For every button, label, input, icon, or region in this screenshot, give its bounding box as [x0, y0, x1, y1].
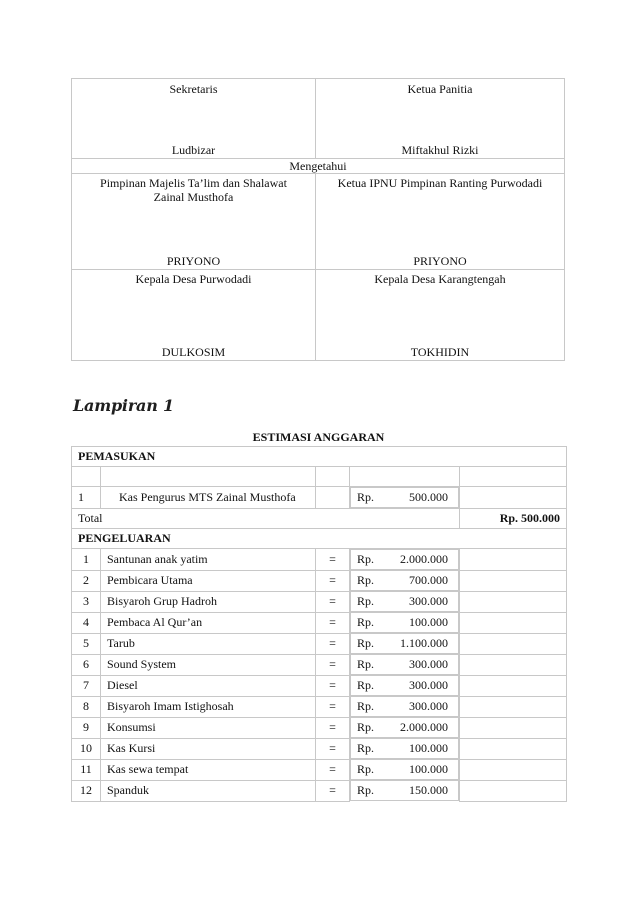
empty-cell: [460, 591, 567, 612]
amount-value: 2.000.000: [400, 720, 448, 734]
item-number: 3: [72, 591, 101, 612]
empty-cell: [460, 717, 567, 738]
currency-label: Rp.: [357, 762, 375, 776]
item-amount: [350, 612, 459, 633]
currency-label: Rp.: [357, 594, 375, 608]
empty-cell: [460, 549, 567, 571]
item-name: Bisyaroh Imam Istighosah: [101, 696, 316, 717]
item-amount: [350, 570, 459, 591]
item-number: 12: [72, 780, 101, 801]
currency-label: Rp.: [357, 490, 375, 504]
item-amount: [350, 549, 459, 570]
estimasi-title: ESTIMASI ANGGARAN: [252, 430, 385, 444]
equals-sign: =: [316, 549, 350, 571]
empty-cell: [460, 570, 567, 591]
item-number: 9: [72, 717, 101, 738]
signature-title: Ketua Panitia: [407, 82, 473, 96]
item-amount: [350, 633, 459, 654]
currency-label: Rp.: [357, 552, 375, 566]
empty-cell: [460, 780, 567, 801]
total-label: Total: [72, 509, 460, 529]
equals-sign: =: [316, 633, 350, 654]
pengeluaran-row: [72, 780, 567, 801]
signature-title: Kepala Desa Karangtengah: [374, 272, 506, 286]
item-number: 5: [72, 633, 101, 654]
signature-title-line2: Zainal Musthofa: [153, 190, 234, 204]
amount-value: 1.100.000: [400, 636, 448, 650]
pengeluaran-row: [72, 717, 567, 738]
signatory-name: Miftakhul Rizki: [401, 143, 479, 157]
currency-label: Rp.: [357, 720, 375, 734]
currency-label: Rp.: [357, 615, 375, 629]
pengeluaran-row: [72, 654, 567, 675]
empty-cell: [460, 675, 567, 696]
signature-cell: [316, 79, 565, 159]
signature-title: Kepala Desa Purwodadi: [135, 272, 252, 286]
lampiran-heading: Lampiran 1: [73, 396, 174, 415]
item-number: 1: [72, 487, 101, 509]
item-name: Diesel: [101, 675, 316, 696]
signatory-name: Ludbizar: [171, 143, 216, 157]
pengeluaran-row: [72, 696, 567, 717]
empty-cell: [460, 696, 567, 717]
item-name: Pembaca Al Qur’an: [101, 612, 316, 633]
equals-sign: =: [316, 654, 350, 675]
item-name: Bisyaroh Grup Hadroh: [101, 591, 316, 612]
item-amount: [350, 780, 459, 801]
signature-cell: [316, 270, 565, 361]
pemasukan-row: [72, 487, 567, 509]
signature-cell: [72, 174, 316, 270]
amount-value: 500.000: [409, 490, 448, 504]
total-row: [72, 509, 567, 529]
item-amount: [350, 738, 459, 759]
currency-label: Rp.: [357, 636, 375, 650]
amount-value: 2.000.000: [400, 552, 448, 566]
currency-label: Rp.: [357, 699, 375, 713]
amount-value: 150.000: [409, 783, 448, 797]
amount-value: 100.000: [409, 762, 448, 776]
amount-value: 100.000: [409, 615, 448, 629]
currency-label: Rp.: [357, 678, 375, 692]
item-name: Pembicara Utama: [101, 570, 316, 591]
amount-value: 300.000: [409, 594, 448, 608]
currency-label: Rp.: [357, 657, 375, 671]
currency-label: Rp.: [357, 783, 375, 797]
item-amount: [350, 675, 459, 696]
signatory-name: PRIYONO: [166, 254, 221, 268]
item-name: Santunan anak yatim: [101, 549, 316, 571]
amount-value: 100.000: [409, 741, 448, 755]
budget-table: [71, 446, 567, 802]
currency-label: Rp.: [357, 573, 375, 587]
signature-row: [72, 79, 565, 159]
item-name: Sound System: [101, 654, 316, 675]
empty-cell: [460, 759, 567, 780]
currency-label: Rp.: [357, 741, 375, 755]
amount-value: 700.000: [409, 573, 448, 587]
item-number: 1: [72, 549, 101, 571]
item-number: 6: [72, 654, 101, 675]
signatory-name: PRIYONO: [413, 254, 467, 268]
mengetahui-label: Mengetahui: [72, 159, 565, 174]
item-number: 2: [72, 570, 101, 591]
equals-sign: =: [316, 696, 350, 717]
signature-title: Pimpinan Majelis Ta’lim dan Shalawat: [100, 176, 287, 190]
pengeluaran-row: [72, 612, 567, 633]
item-name: Tarub: [101, 633, 316, 654]
pengeluaran-row: [72, 738, 567, 759]
signature-title: Ketua IPNU Pimpinan Ranting Purwodadi: [337, 176, 543, 190]
item-amount: [350, 717, 459, 738]
signatory-name: TOKHIDIN: [410, 345, 470, 359]
empty-cell: [460, 738, 567, 759]
pengeluaran-row: [72, 591, 567, 612]
item-name: Spanduk: [101, 780, 316, 801]
pengeluaran-row: [72, 759, 567, 780]
empty-cell: [460, 612, 567, 633]
pengeluaran-row: [72, 633, 567, 654]
signature-row: [72, 270, 565, 361]
pengeluaran-header-row: [72, 529, 567, 549]
item-number: 4: [72, 612, 101, 633]
signature-cell: [72, 79, 316, 159]
pengeluaran-heading: PENGELUARAN: [72, 529, 567, 549]
item-number: 7: [72, 675, 101, 696]
empty-cell: [460, 633, 567, 654]
item-number: 8: [72, 696, 101, 717]
item-amount: [350, 696, 459, 717]
pengeluaran-row: [72, 570, 567, 591]
equals-sign: =: [316, 612, 350, 633]
item-amount: [350, 591, 459, 612]
signature-cell: [72, 270, 316, 361]
item-number: 10: [72, 738, 101, 759]
amount-value: 300.000: [409, 699, 448, 713]
equals-sign: =: [316, 591, 350, 612]
equals-sign: =: [316, 570, 350, 591]
pengeluaran-row: [72, 549, 567, 571]
item-name: Kas Pengurus MTS Zainal Musthofa: [101, 487, 316, 509]
item-amount: [350, 759, 459, 780]
equals-sign: =: [316, 780, 350, 801]
signatory-name: DULKOSIM: [161, 345, 226, 359]
pemasukan-heading: PEMASUKAN: [72, 447, 567, 467]
total-value: Rp. 500.000: [460, 509, 567, 529]
signature-title: Sekretaris: [169, 82, 218, 96]
item-number: 11: [72, 759, 101, 780]
equals-sign: =: [316, 759, 350, 780]
amount-value: 300.000: [409, 657, 448, 671]
item-amount: [350, 654, 459, 675]
signature-cell: [316, 174, 565, 270]
signature-row: [72, 174, 565, 270]
amount-value: 300.000: [409, 678, 448, 692]
item-amount: [350, 487, 459, 508]
empty-row: [72, 467, 567, 487]
signature-table: [71, 78, 565, 361]
equals-sign: =: [316, 717, 350, 738]
item-name: Konsumsi: [101, 717, 316, 738]
pemasukan-header-row: [72, 447, 567, 467]
equals-sign: =: [316, 738, 350, 759]
pengeluaran-row: [72, 675, 567, 696]
item-name: Kas sewa tempat: [101, 759, 316, 780]
item-name: Kas Kursi: [101, 738, 316, 759]
empty-cell: [460, 654, 567, 675]
mengetahui-row: [72, 159, 565, 174]
equals-sign: =: [316, 675, 350, 696]
